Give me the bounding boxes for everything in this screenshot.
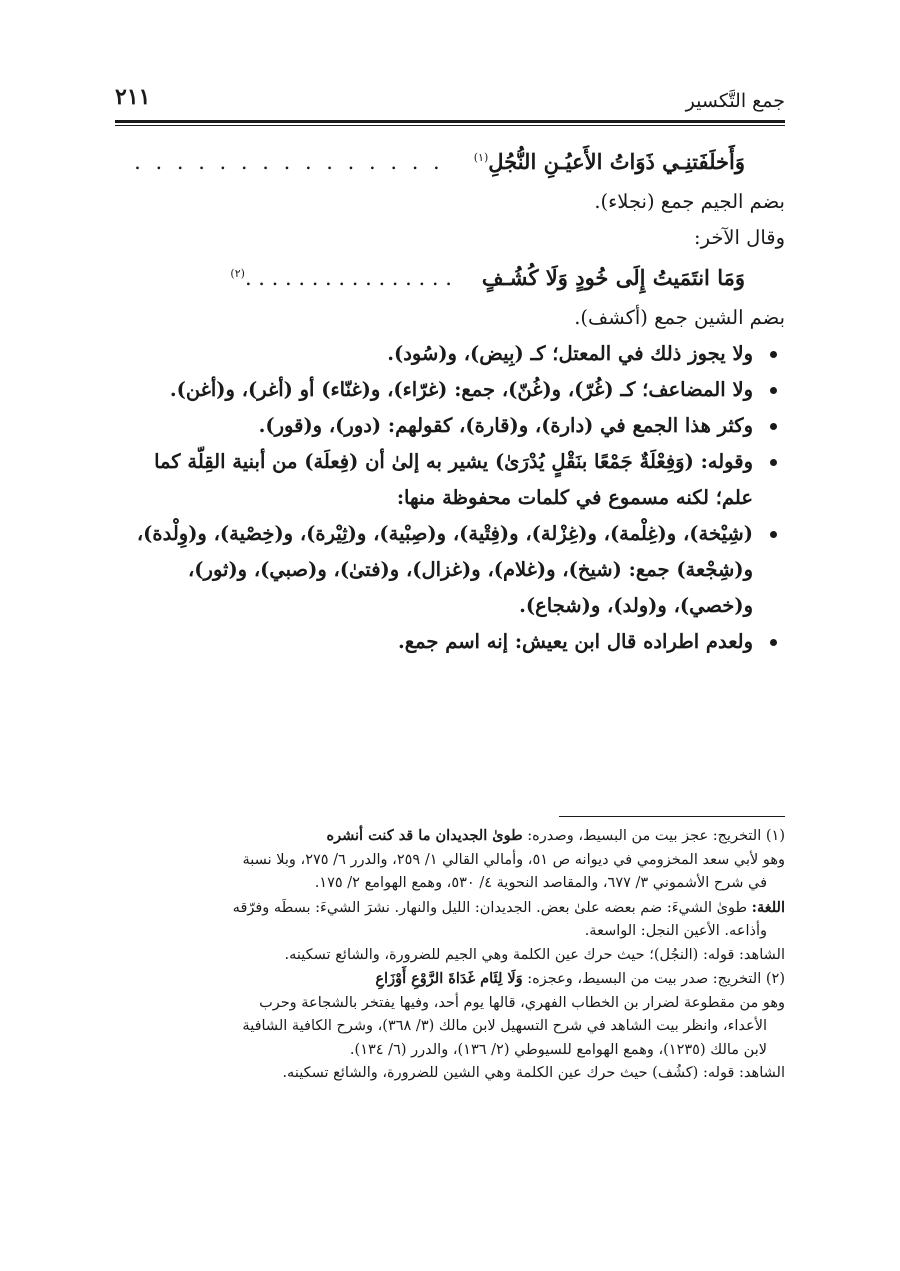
footnotes [115, 824, 785, 1086]
verse-1-dots: . . . . . . . . . . . . . . . [134, 150, 444, 174]
footnote-2-line-1 [115, 967, 785, 992]
footnote-2-line-2: وهو من مقطوعة لضرار بن الخطاب الفهري، قالها يوم أحد، وفيها يفتخر بالشجاعة وحرب [259, 994, 785, 1011]
lugha-label: اللغة: [751, 898, 785, 916]
footnote-1-lugha [115, 896, 785, 921]
verse-line-1 [115, 140, 745, 184]
bullet-item: (شِيْخة)، و(غِلْمة)، و(غِزْلة)، و(فِتْية)، و(صِبْية)، و(ثِيْرة)، و(خِصْية)، و(وِلْدة)، و(شِجْعة) جمع: (شيخ)، و(غلام)، و(غزال)، و(فتىٰ)، و(صبي)، و(ثور)، و(خصي)، و(ولد)، و(شجاع). [115, 516, 785, 624]
footnote-2-lead: (٢) التخريج: صدر بيت من البسيط، وعجزه: [527, 971, 785, 987]
footnote-2-line-3: الأعداء، وانظر بيت الشاهد في شرح التسهيل لابن مالك (٣/ ٣٦٨)، وشرح الكافية الشافية [242, 1018, 767, 1034]
paragraph-1: بضم الجيم جمع (نجلاء). [594, 190, 785, 213]
footnote-1-lead: (١) التخريج: عجز بيت من البسيط، وصدره: [527, 828, 785, 844]
footnote-separator [559, 816, 785, 817]
footnote-mark-1[interactable]: (١) [473, 151, 489, 164]
bullet-item: ولا يجوز ذلك في المعتل؛ كـ (بِيض)، و(سُود). [115, 336, 785, 372]
bullet-item: وكثر هذا الجمع في (دارة)، و(قارة)، كقولهم: (دور)، و(قور). [115, 408, 785, 444]
page-number: ٢١١ [115, 84, 151, 110]
verse-2-dots: . . . . . . . . . . . . . . . .$^{(٢)}$ [230, 266, 452, 290]
footnote-2-line-4: لابن مالك (١٢٣٥)، وهمع الهوامع للسيوطي (٢/ ١٣٦)، والدرر (٦/ ١٣٤). [349, 1041, 767, 1058]
header-rule-thin [115, 125, 785, 126]
verse-1-hemistich: وَأَخلَفَتنِـي ذَوَاتُ الأَعيُـنِ النُّجُلِ$^{(١)}$ [473, 149, 745, 174]
main-text [115, 140, 785, 660]
verse-line-2 [115, 256, 745, 300]
paragraph-2: وقال الآخر: [694, 226, 785, 249]
page-header [115, 82, 785, 116]
footnote-1-line-2: وهو لأبي سعد المخزومي في ديوانه ص ٥١، وأمالي القالي ١/ ٢٥٩، والدرر ٦/ ٢٧٥، وبلا نسبة [242, 851, 785, 868]
running-title: جمع التَّكسير [685, 90, 785, 112]
footnote-1-shahid: الشاهد: قوله: (النجُل)؛ حيث حرك عين الكلمة وهي الجيم للضرورة، والشائع تسكينه. [284, 946, 785, 963]
footnote-mark-2[interactable]: (٢) [230, 267, 245, 280]
header-rule-thick [115, 120, 785, 123]
book-page [115, 0, 785, 1271]
footnote-1-line-3: في شرح الأشموني ٣/ ٦٧٧، والمقاصد النحوية ٤/ ٥٣٠، وهمع الهوامع ٢/ ١٧٥. [314, 875, 767, 891]
paragraph-3: بضم الشين جمع (أكشف). [574, 306, 785, 329]
bullet-item: وقوله: (وَفِعْلَةٌ جَمْعًا بنَقْلٍ يُدْرَىٰ) يشير به إلىٰ أن (فِعلَة) من أبنية القِلّة كما علم؛ لكنه مسموع في كلمات محفوظة منها: [115, 444, 785, 516]
footnote-2-shahid: الشاهد: قوله: (كشُف) حيث حرك عين الكلمة وهي الشين للضرورة، والشائع تسكينه. [282, 1065, 785, 1081]
footnote-1-lugha-2: وأذاعه. الأعين النجل: الواسعة. [584, 923, 767, 939]
verse-2-hemistich: وَمَا انتَمَيتُ إِلَى خُودٍ وَلَا كُشُـفٍ [481, 265, 745, 290]
bullet-list [115, 336, 785, 660]
bullet-item: ولعدم اطراده قال ابن يعيش: إنه اسم جمع. [115, 624, 785, 660]
bullet-item: ولا المضاعف؛ كـ (غُرّ)، و(غُنّ)، جمع: (غرّاء)، و(غنّاء) أو (أغر)، و(أغن). [115, 372, 785, 408]
lugha-text: طوىٰ الشيءَ: ضم بعضه علىٰ بعض. الجديدان: الليل والنهار. نشرَ الشيءَ: بسطَه وفرّقه [232, 899, 748, 916]
footnote-2-ajz: وَلَا لِئَام غَدَاةَ الرَّوْعِ أَوْزَاعِ [375, 970, 523, 987]
footnote-1-line-1 [115, 824, 785, 849]
footnote-1-sadr: طوىٰ الجديدان ما قد كنت أنشره [326, 827, 523, 844]
